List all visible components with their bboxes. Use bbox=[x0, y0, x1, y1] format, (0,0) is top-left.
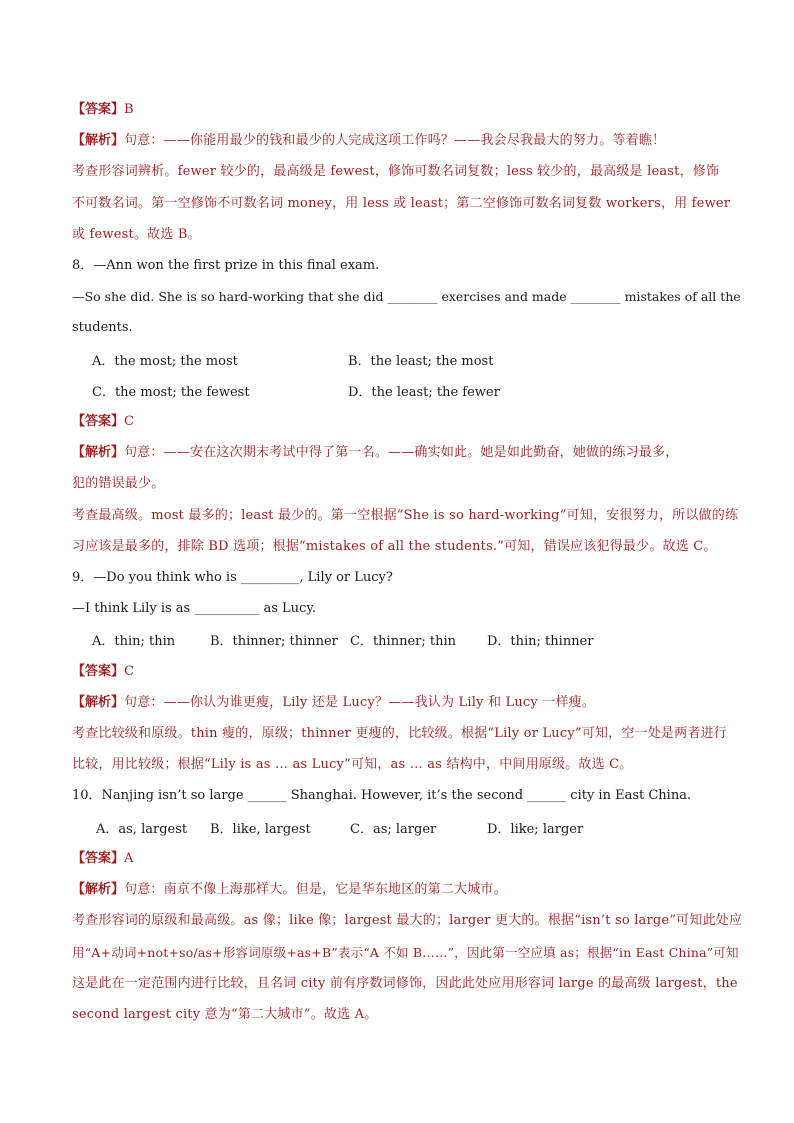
answer-line bbox=[72, 100, 742, 120]
answer-tag: 【答案】 bbox=[72, 414, 125, 429]
answer-value: A bbox=[124, 851, 134, 866]
answer-value: B bbox=[124, 102, 134, 117]
analysis-text: 不可数名词。第一空修饰不可数名词 money，用 less 或 least；第二空修饰可数名词复数 workers，用 fewer bbox=[72, 196, 731, 211]
analysis-text: 句意：——安在这次期末考试中得了第一名。——确实如此。她是如此勤奋，她做的练习最多， bbox=[124, 445, 679, 460]
question-stem: students. bbox=[72, 320, 133, 335]
analysis-line bbox=[72, 693, 742, 713]
analysis-text: 句意：南京不像上海那样大。但是，它是华东地区的第二大城市。 bbox=[124, 882, 507, 897]
analysis-line bbox=[72, 131, 742, 151]
option-a: A．the most; the most bbox=[92, 354, 238, 369]
analysis-text: 习应该是最多的，排除 BD 选项；根据“mistakes of all the students.”可知，错误应该犯得最少。故选 C。 bbox=[72, 539, 717, 554]
option-b: B．the least; the most bbox=[348, 354, 494, 369]
question-stem: 9．—Do you think who is _________, Lily or Lucy? bbox=[72, 570, 393, 585]
question-stem: 8．—Ann won the first prize in this final exam. bbox=[72, 258, 380, 273]
analysis-line bbox=[72, 880, 742, 900]
analysis-tag: 【解析】 bbox=[72, 133, 125, 148]
analysis-text: 句意：——你认为谁更瘦，Lily 还是 Lucy？——我认为 Lily 和 Lucy 一样瘦。 bbox=[124, 695, 596, 710]
question-stem: —So she did. She is so hard-working that she did ________ exercises and made ________ mistakes of all the bbox=[72, 289, 741, 304]
option-d: D．like; larger bbox=[487, 822, 584, 837]
option-a: A．thin; thin bbox=[92, 634, 176, 649]
analysis-line bbox=[72, 443, 742, 463]
analysis-text: 考查形容词辨析。fewer 较少的，最高级是 fewest，修饰可数名词复数；less 较少的，最高级是 least，修饰 bbox=[72, 164, 720, 179]
analysis-text: 考查最高级。most 最多的；least 最少的。第一空根据“She is so hard-working”可知，安很努力，所以做的练 bbox=[72, 508, 739, 523]
answer-value: C bbox=[124, 664, 134, 679]
answer-tag: 【答案】 bbox=[72, 664, 125, 679]
analysis-text: 犯的错误最少。 bbox=[72, 476, 165, 491]
option-d: D．the least; the fewer bbox=[348, 385, 500, 400]
analysis-text: 考查形容词的原级和最高级。as 像；like 像；largest 最大的；larger 更大的。根据“isn’t so large”可知此处应 bbox=[72, 913, 743, 928]
question-stem: 10．Nanjing isn’t so large ______ Shanghai. However, it’s the second ______ city in East China. bbox=[72, 788, 692, 803]
question-stem: —I think Lily is as __________ as Lucy. bbox=[72, 601, 317, 616]
answer-tag: 【答案】 bbox=[72, 851, 125, 866]
option-b: B．thinner; thinner bbox=[210, 634, 338, 649]
option-c: C．the most; the fewest bbox=[92, 385, 250, 400]
analysis-text: 句意：——你能用最少的钱和最少的人完成这项工作吗？——我会尽我最大的努力。等着瞧！ bbox=[124, 133, 666, 148]
analysis-text: 这是此在一定范围内进行比较，且名词 city 前有序数词修饰，因此此处应用形容词 large 的最高级 largest，the bbox=[72, 976, 738, 991]
option-a: A．as, largest bbox=[96, 822, 188, 837]
analysis-text: 考查比较级和原级。thin 瘦的，原级；thinner 更瘦的，比较级。根据“Lily or Lucy”可知，空一处是两者进行 bbox=[72, 726, 727, 741]
answer-line bbox=[72, 849, 742, 869]
answer-line bbox=[72, 412, 742, 432]
answer-line bbox=[72, 662, 742, 682]
option-c: C．thinner; thin bbox=[350, 634, 456, 649]
analysis-tag: 【解析】 bbox=[72, 882, 125, 897]
answer-value: C bbox=[124, 414, 134, 429]
analysis-text: 或 fewest。故选 B。 bbox=[72, 227, 201, 242]
option-b: B．like, largest bbox=[210, 822, 311, 837]
option-c: C．as; larger bbox=[350, 822, 437, 837]
option-d: D．thin; thinner bbox=[487, 634, 594, 649]
answer-tag: 【答案】 bbox=[72, 102, 125, 117]
analysis-tag: 【解析】 bbox=[72, 695, 125, 710]
analysis-text: second largest city 意为“第二大城市”。故选 A。 bbox=[72, 1007, 378, 1022]
analysis-text: 比较，用比较级；根据“Lily is as … as Lucy”可知，as … as 结构中，中间用原级。故选 C。 bbox=[72, 757, 633, 772]
analysis-tag: 【解析】 bbox=[72, 445, 125, 460]
analysis-text: 用“A+动词+not+so/as+形容词原级+as+B”表示“A 不如 B……”，因此第一空应填 as；根据“in East China”可知 bbox=[72, 945, 739, 960]
